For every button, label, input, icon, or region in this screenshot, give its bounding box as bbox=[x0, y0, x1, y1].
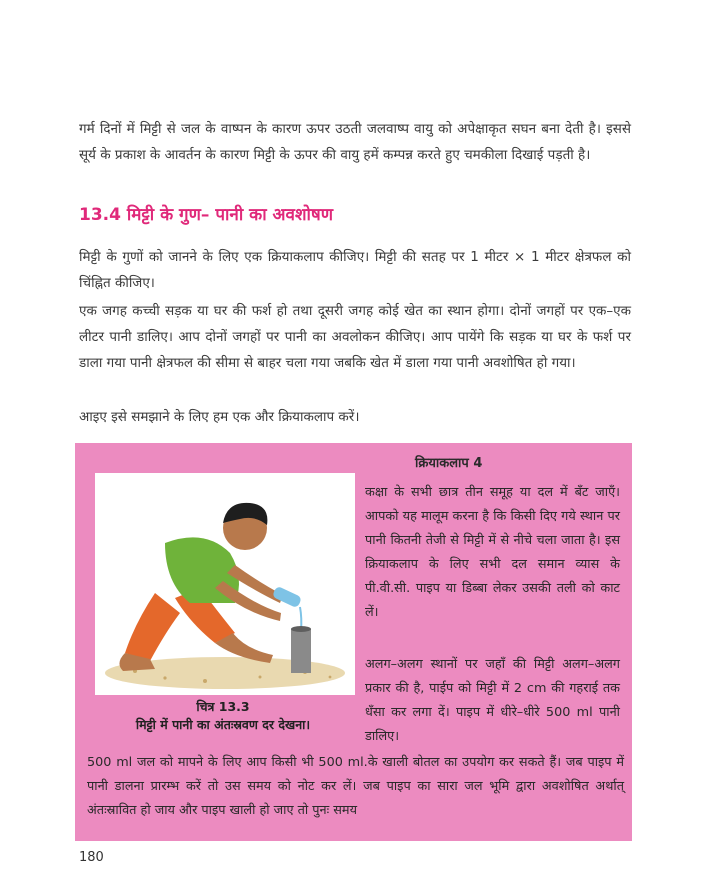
illustration-boy-pouring-water bbox=[95, 473, 355, 695]
activity-box bbox=[75, 443, 632, 841]
shorts-left bbox=[125, 593, 180, 661]
page-number: 180 bbox=[79, 850, 104, 865]
pipe-top bbox=[291, 626, 311, 632]
figure-caption bbox=[87, 698, 359, 734]
pvc-pipe bbox=[291, 629, 311, 673]
activity-title: क्रियाकलाप 4 bbox=[415, 456, 483, 471]
soil-speck bbox=[329, 676, 332, 679]
figure-caption-text: मिट्टी में पानी का अंतःस्रवण दर देखना। bbox=[135, 717, 311, 732]
soil-speck bbox=[259, 676, 262, 679]
water-bottle bbox=[272, 586, 302, 609]
paragraph-2: एक जगह कच्ची सड़क या घर की फर्श हो तथा दूसरी जगह कोई खेत का स्थान होगा। दोनों जगहों पर एक–एक लीटर पानी डालिए। आप दोनों जगहों पर पानी का अवलोकन कीजिए। आप पायेंगे कि सड़क या घर के फर्श पर डाला गया पानी क्षेत्रफल की सीमा से बाहर चला गया जबकि खेत में डाला गया पानी अवशोषित हो गया। bbox=[79, 303, 631, 371]
activity-text-2: अलग–अलग स्थानों पर जहाँ की मिट्टी अलग–अलग प्रकार की है, पाईप को मिट्टी में 2 cm की गहराई तक धँसा कर लगा दें। पाइप में धीरे–धीरे 500 ml पानी डालिए। bbox=[365, 657, 620, 744]
paragraph-1: मिट्टी के गुणों को जानने के लिए एक क्रियाकलाप कीजिए। मिट्टी की सतह पर 1 मीटर × 1 मीटर क्षेत्रफल को चिंह्नित कीजिए। bbox=[79, 249, 631, 291]
activity-text-3: 500 ml जल को मापने के लिए आप किसी भी 500 ml.के खाली बोतल का उपयोग कर सकते हैं। जब पाइप में पानी डालना प्रारम्भ करें तो उस समय को नोट कर लें। जब पाइप का सारा जल भूमि द्वारा अवशोषित अर्थात् अंतःस्रावित हो जाय और पाइप खाली हो जाए तो पुनः समय bbox=[87, 755, 624, 818]
section-heading: 13.4 मिट्टी के गुण– पानी का अवशोषण bbox=[79, 205, 334, 225]
soil-speck bbox=[203, 679, 207, 683]
soil-speck bbox=[163, 676, 166, 679]
intro-paragraph: गर्म दिनों में मिट्टी से जल के वाष्पन के कारण ऊपर उठती जलवाष्प वायु को अपेक्षाकृत सघन बना देती है। इससे सूर्य के प्रकाश के आवर्तन के कारण मिट्टी के ऊपर की वायु हमें कम्पन्न करते हुए चमकीला दिखाई पड़ती है। bbox=[79, 121, 631, 163]
paragraph-3: आइए इसे समझाने के लिए हम एक और क्रियाकलाप करें। bbox=[79, 409, 360, 425]
figure-number: चित्र 13.3 bbox=[196, 699, 250, 714]
illustration-drawing bbox=[95, 473, 355, 695]
activity-text-1: कक्षा के सभी छात्र तीन समूह या दल में बँट जाएँ। आपको यह मालूम करना है कि किसी दिए गये स्थान पर पानी कितनी तेजी से मिट्टी में से नीचे चला जाता है। इस क्रियाकलाप के लिए सभी दल समान व्यास के पी.वी.सी. पाइप या डिब्बा लेकर उसकी तली को काट लें। bbox=[365, 485, 620, 620]
